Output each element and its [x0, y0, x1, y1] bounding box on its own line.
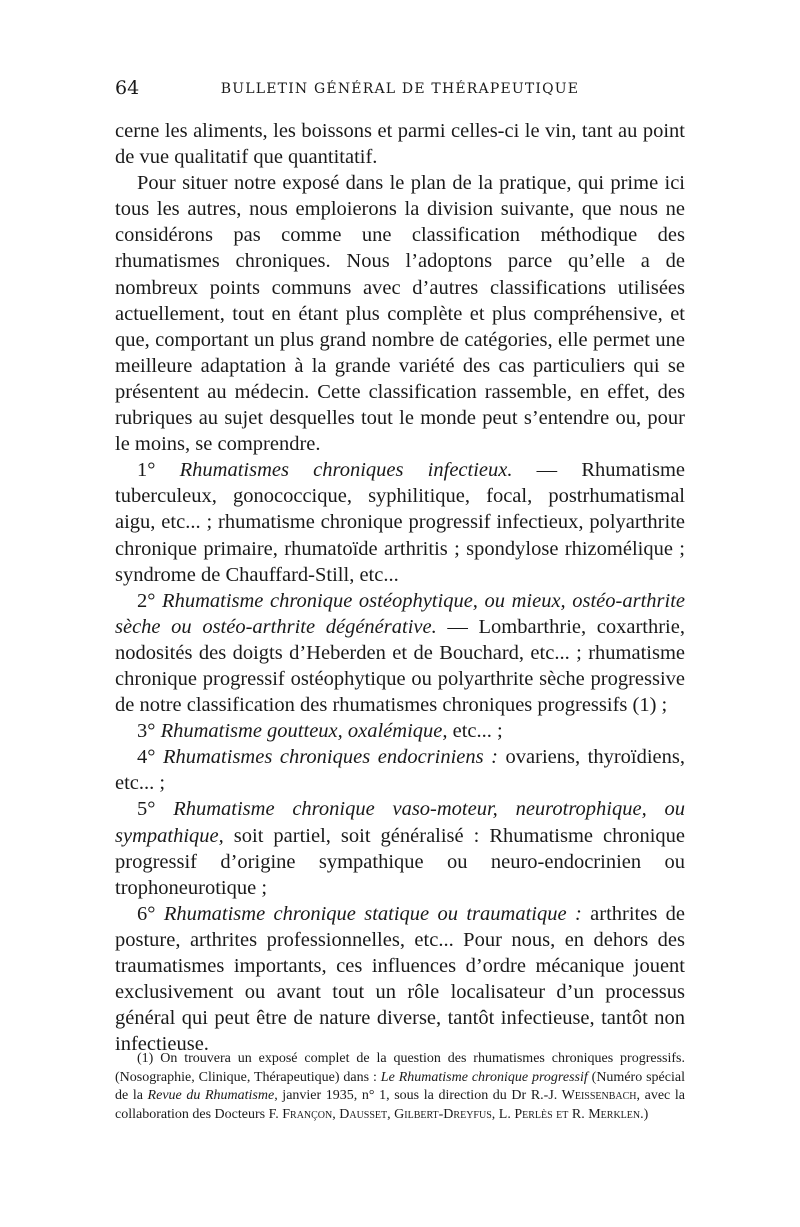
page-number: 64 [115, 77, 140, 99]
classification-item [115, 744, 685, 796]
item-number: 4° [137, 746, 163, 769]
classification-item [115, 588, 685, 718]
item-number: 5° [137, 798, 174, 821]
item-title: Rhumatisme goutteux, oxalémique, [160, 720, 448, 743]
footnote-text [115, 1050, 685, 1124]
footnote-journal: Revue du Rhumatisme [147, 1088, 275, 1103]
footnote-lead: (1) On trouvera un exposé complet de la question des rhumatismes chroniques progressifs. (Nosographie, Clinique, Thérapeutique) dans : [115, 1051, 685, 1085]
paragraph: Pour situer notre exposé dans le plan de la pratique, qui prime ici tous les autres, nous emploierons la division suivante, que nous ne considérons pas comme une classification méthodique des rhumatismes chroniques. Nous l’adoptons parce qu’elle a de nombreux points communs avec d’autres classifications utilisées actuellement, tout en étant plus complète et plus compréhensive, et que, comportant un plus grand nombre de catégories, elle permet une meilleure adaptation à la grande variété des cas particuliers qui se présentent au médecin. Cette classification rassemble, en effet, des rubriques au sujet desquelles tout le monde peut s’entendre ou, pour le moins, se comprendre. [115, 172, 685, 456]
running-title: BULLETIN GÉNÉRAL DE THÉRAPEUTIQUE [220, 81, 580, 97]
item-number: 6° [137, 902, 164, 925]
classification-item [115, 796, 685, 900]
item-title: Rhumatismes chroniques endocriniens : [162, 746, 498, 769]
footnote-mid: (Numéro spécial de la [115, 1069, 685, 1103]
footnote-doctors: Françon, Dausset, Gilbert-Dreyfus, L. Perlès et R. Merklen. [282, 1106, 644, 1122]
footnote-director: R.-J. Weissenbach [530, 1088, 637, 1103]
item-number: 1° [137, 459, 180, 482]
classification-item [115, 457, 685, 587]
item-title: Rhumatisme chronique vaso-moteur, neurotrophique, ou sympathique, [115, 798, 685, 847]
classification-item [115, 901, 685, 1058]
page-header [115, 77, 685, 101]
item-title: Rhumatismes chroniques infectieux. [179, 459, 513, 482]
item-text: ovariens, thyroïdiens, etc... ; [115, 746, 685, 795]
footnote [115, 1050, 685, 1124]
item-text: — Rhumatisme tuberculeux, gonococcique, syphilitique, focal, postrhumatismal aigu, etc... ; rhumatisme chronique progressif infectieux, polyarthrite chronique primaire, rhumatoïde arthritis ; spondylose rhizomélique ; syndrome de Chauffard-Still, etc... [115, 459, 685, 586]
item-text: soit partiel, soit généralisé : Rhumatisme chronique progressif d’origine sympathique ou neuro-endocrinien ou trophoneurotique ; [115, 824, 685, 899]
item-title: Rhumatisme chronique statique ou traumatique : [163, 902, 582, 925]
footnote-collab: , avec la collaboration des Docteurs F. [115, 1088, 685, 1122]
item-text: arthrites de posture, arthrites professionnelles, etc... Pour nous, en dehors des traumatismes importants, ces influences d’ordre mécanique jouent exclusivement ou avant tout un rôle localisateur d’un processus général qui peut être de nature diverse, tantôt infectieuse, tantôt non infectieuse. [115, 902, 686, 1056]
footnote-close: ) [643, 1106, 649, 1122]
item-number: 2° [137, 589, 163, 612]
item-text: etc... ; [447, 720, 503, 743]
paragraph: cerne les aliments, les boissons et parmi celles-ci le vin, tant au point de vue qualitatif que quantitatif. [115, 120, 685, 169]
item-text: — Lombarthrie, coxarthrie, nodosités des doigts d’Heberden et de Bouchard, etc... ; rhumatisme chronique progressif ostéophytique ou polyarthrite sèche progressive de notre classification des rhumatismes chroniques progressifs (1) ; [115, 615, 685, 717]
item-title: Rhumatisme chronique ostéophytique, ou mieux, ostéo-arthrite sèche ou ostéo-arthrite dégénérative. [115, 589, 685, 638]
item-number: 3° [137, 720, 161, 743]
footnote-book-title: Le Rhumatisme chronique progressif [380, 1069, 588, 1085]
classification-item [115, 718, 685, 744]
body-text [115, 118, 685, 1057]
footnote-tail: , janvier 1935, n° 1, sous la direction du Dr [274, 1088, 531, 1103]
